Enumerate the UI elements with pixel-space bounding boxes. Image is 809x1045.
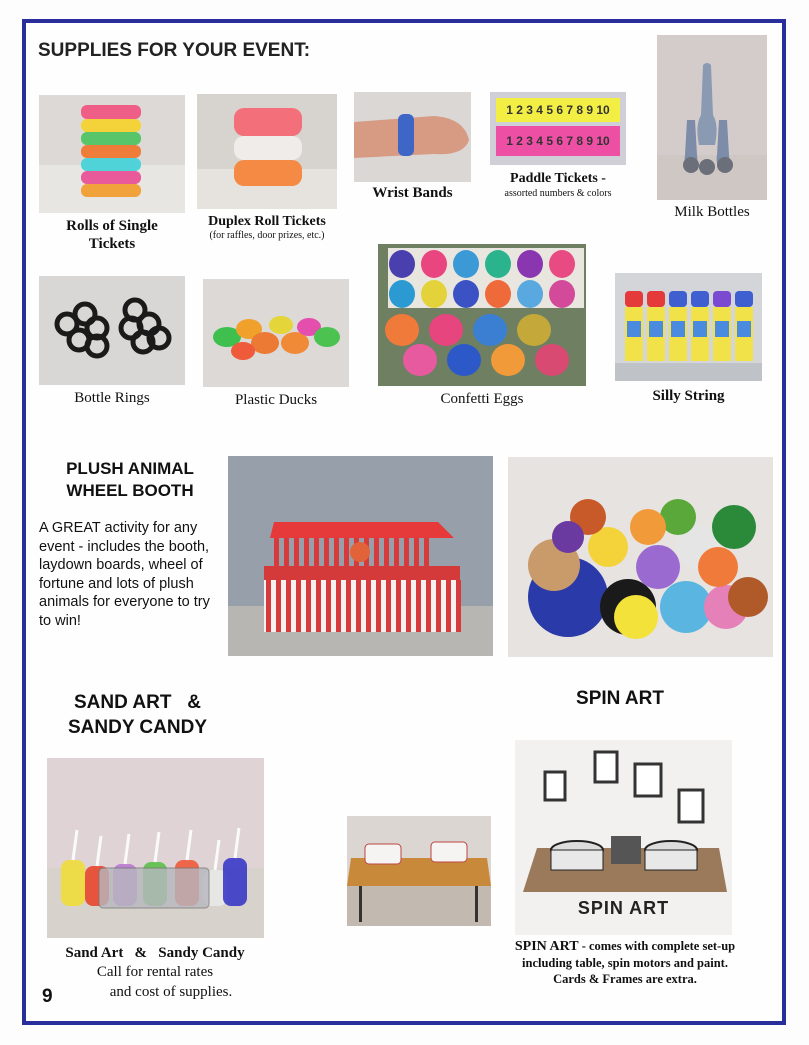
- paddle-tickets-photo: [490, 92, 626, 165]
- sand-art-caption: Sand Art & Sandy Candy: [65, 945, 245, 961]
- confetti-eggs-photo: [378, 244, 586, 386]
- spin-art-title: SPIN ART: [576, 688, 664, 709]
- page-number: 9: [42, 986, 53, 1007]
- sand-art-title-line2: SANDY CANDY: [67, 717, 207, 738]
- plush-animals-photo: [508, 457, 773, 657]
- bottle-rings-caption: Bottle Rings: [74, 390, 150, 406]
- duplex-roll-tickets-photo: [197, 94, 337, 209]
- milk-bottles-photo: [657, 35, 767, 200]
- duplex-roll-tickets-caption: Duplex Roll Tickets: [208, 214, 326, 229]
- plastic-ducks-photo: [203, 279, 349, 387]
- paddle-tickets-note: assorted numbers & colors: [504, 188, 612, 199]
- sand-art-title-line1: SAND ART &: [73, 692, 202, 713]
- spin-art-photo: [515, 740, 732, 935]
- milk-bottles-caption: Milk Bottles: [674, 204, 750, 220]
- sand-art-table-photo: [347, 816, 491, 926]
- wrist-bands-caption: Wrist Bands: [372, 185, 453, 201]
- sand-art-note-line1: Call for rental rates: [96, 964, 214, 980]
- spin-art-caption-rest: - comes with complete set-up including table, spin motors and paint.: [522, 939, 736, 970]
- spin-art-photo-label: SPIN ART: [577, 898, 670, 918]
- plush-description: A GREAT activity for any event - includes the booth, laydown boards, wheel of fortune and lots of plush animals for everyone to try to win!: [39, 520, 210, 629]
- paddle-ticket-pink: 1 2 3 4 5 6 7 8 9 10: [496, 126, 620, 156]
- silly-string-photo: [615, 273, 762, 381]
- wheel-booth-photo: [228, 456, 493, 656]
- paddle-tickets-caption: Paddle Tickets -: [510, 171, 606, 186]
- rolls-of-single-tickets-caption: Rolls of Single Tickets: [66, 218, 158, 252]
- confetti-eggs-caption: Confetti Eggs: [440, 391, 524, 407]
- rolls-of-single-tickets-photo: [39, 95, 185, 213]
- bottle-rings-photo: [39, 276, 185, 385]
- plastic-ducks-caption: Plastic Ducks: [234, 392, 318, 408]
- spin-art-caption-line2: Cards & Frames are extra.: [553, 972, 697, 986]
- plush-title-line2: WHEEL BOOTH: [66, 481, 194, 500]
- plush-title-line1: PLUSH ANIMAL: [66, 459, 194, 478]
- sand-art-note-line2: and cost of supplies.: [109, 984, 233, 1000]
- page-title: SUPPLIES FOR YOUR EVENT:: [38, 40, 311, 61]
- wrist-bands-photo: [354, 92, 471, 182]
- sand-art-photo: [47, 758, 264, 938]
- spin-art-caption-bold: SPIN ART: [514, 939, 579, 954]
- silly-string-caption: Silly String: [652, 388, 725, 404]
- paddle-ticket-yellow: 1 2 3 4 5 6 7 8 9 10: [496, 98, 620, 122]
- duplex-roll-tickets-note: (for raffles, door prizes, etc.): [209, 230, 325, 241]
